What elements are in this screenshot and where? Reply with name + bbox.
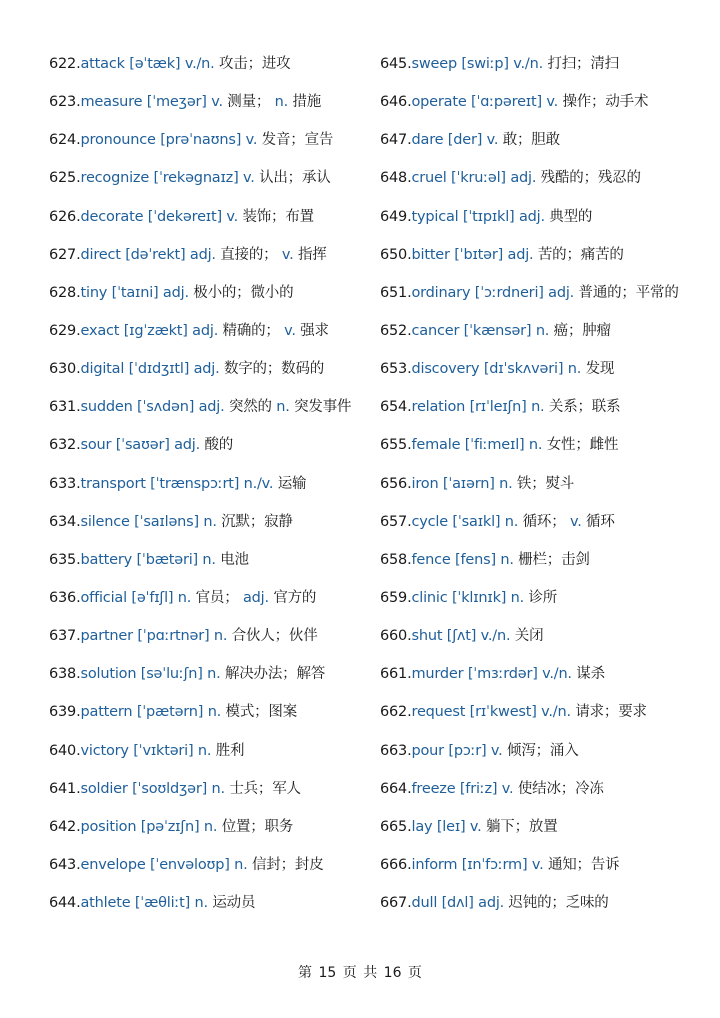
vocab-entry (49, 693, 369, 731)
entry-number: 663. (380, 742, 412, 759)
entry-word: envelope (80, 856, 146, 873)
entry-phonetic: [ˈsaɪkl] (452, 513, 501, 530)
entry-number: 666. (380, 856, 412, 873)
entry-number: 658. (380, 551, 412, 568)
entry-word: bitter (411, 246, 450, 263)
entry-meaning: 突然的 (228, 399, 272, 416)
vocab-entry (380, 617, 710, 655)
entry-word: transport (80, 475, 146, 492)
entry-word: battery (80, 551, 133, 568)
entry-phonetic: [ˈkruːəl] (451, 170, 506, 187)
entry-word: pattern (80, 704, 133, 721)
entry-meaning: 循环； (522, 513, 566, 530)
entry-word: direct (80, 246, 121, 263)
entry-phonetic: [ˈsaɪləns] (134, 513, 199, 530)
entry-number: 642. (49, 818, 81, 835)
entry-part-of-speech: v./n. (184, 56, 215, 72)
entry-meaning: 酸的 (204, 437, 234, 454)
entry-word: inform (411, 856, 458, 873)
entry-word: athlete (80, 895, 131, 912)
entry-meaning-2: 官方的 (273, 589, 317, 606)
vocab-entry (49, 770, 369, 808)
entry-meaning: 躺下；放置 (486, 818, 558, 835)
entry-word: silence (80, 513, 130, 530)
entry-phonetic: [dəˈrekt] (125, 246, 186, 263)
entry-phonetic: [der] (447, 132, 483, 149)
entry-number: 629. (49, 322, 81, 339)
entry-number: 664. (380, 780, 412, 797)
entry-meaning: 位置；职务 (221, 818, 294, 835)
vocab-entry (49, 350, 369, 388)
entry-meaning: 残酷的；残忍的 (540, 170, 641, 187)
entry-word: shut (411, 628, 443, 645)
vocab-entry (380, 274, 710, 312)
vocab-entry (380, 236, 710, 274)
entry-word: freeze (411, 780, 456, 797)
entry-meaning: 铁；熨斗 (516, 475, 575, 492)
entry-phonetic: [ˈmeʒər] (146, 94, 207, 111)
vocab-entry (49, 236, 369, 274)
entry-word: murder (411, 666, 464, 683)
entry-word: dare (411, 132, 444, 149)
entry-phonetic: [ˈɔːrdneri] (474, 284, 544, 301)
entry-word: ordinary (411, 284, 471, 301)
entry-word: operate (411, 94, 467, 111)
entry-meaning: 女性；雌性 (546, 437, 619, 454)
vocab-entry (380, 312, 710, 350)
entry-number: 656. (380, 475, 412, 492)
entry-number: 635. (49, 551, 81, 568)
entry-word: cancer (411, 322, 460, 339)
entry-phonetic: [dɪˈskʌvəri] (483, 361, 564, 378)
entry-meaning: 官员； (195, 589, 239, 606)
entry-number: 640. (49, 742, 81, 759)
entry-part-of-speech: n. (528, 437, 543, 454)
entry-number: 665. (380, 818, 412, 835)
entry-meaning: 典型的 (549, 208, 593, 225)
entry-number: 627. (49, 246, 81, 263)
entry-meaning: 认出；承认 (259, 170, 331, 187)
entry-number: 649. (380, 208, 412, 225)
vocab-entry (380, 465, 710, 503)
entry-phonetic: [ɪgˈzækt] (123, 322, 188, 339)
vocab-entry (49, 808, 369, 846)
entry-part-of-speech: adj. (174, 437, 201, 454)
entry-word: recognize (80, 170, 150, 187)
entry-phonetic: [pəˈzɪʃn] (140, 818, 200, 835)
entry-meaning: 沉默；寂静 (221, 513, 293, 530)
entry-phonetic: [ˈtaɪni] (111, 284, 159, 301)
entry-number: 655. (380, 437, 412, 454)
entry-number: 646. (380, 94, 412, 111)
entry-part-of-speech: v. (226, 208, 239, 225)
vocab-entry (49, 465, 369, 503)
vocab-entry (49, 426, 369, 464)
entry-part-of-speech: v./n. (513, 56, 544, 72)
entry-word: partner (80, 628, 133, 645)
vocab-entry (380, 541, 710, 579)
entry-meaning: 测量； (227, 94, 271, 111)
entry-part-of-speech: n. (567, 361, 582, 378)
vocab-entry (380, 579, 710, 617)
entry-part-of-speech-2: n. (276, 399, 290, 416)
entry-part-of-speech: adj. (478, 895, 505, 912)
entry-part-of-speech: n. (177, 589, 192, 606)
entry-part-of-speech: v. (490, 742, 503, 759)
vocab-entry (380, 198, 710, 236)
entry-part-of-speech: adj. (518, 208, 545, 225)
entry-part-of-speech: v. (546, 94, 559, 111)
entry-meaning-2: 指挥 (297, 246, 327, 263)
entry-word: female (411, 437, 461, 454)
entry-number: 652. (380, 322, 412, 339)
entry-word: attack (80, 56, 125, 72)
entry-word: lay (411, 818, 433, 835)
vocab-entry (49, 45, 369, 83)
entry-meaning: 关系；联系 (548, 399, 621, 416)
entry-phonetic: [dʌl] (441, 895, 474, 912)
entry-meaning: 使结冰；冷冻 (517, 780, 604, 797)
entry-word: victory (80, 742, 129, 759)
entry-part-of-speech: n. (197, 742, 212, 759)
entry-number: 661. (380, 666, 412, 683)
entry-number: 647. (380, 132, 412, 149)
vocab-entry (49, 198, 369, 236)
entry-phonetic: [rɪˈleɪʃn] (469, 399, 527, 416)
entry-meaning: 运输 (277, 475, 307, 492)
entry-phonetic: [ˈpɑːrtnər] (137, 628, 210, 645)
entry-number: 651. (380, 284, 412, 301)
entry-phonetic: [əˈfɪʃl] (131, 589, 174, 606)
vocab-entry (49, 541, 369, 579)
entry-phonetic: [ˈbɪtər] (454, 246, 504, 263)
vocab-entry (49, 83, 369, 121)
entry-number: 638. (49, 666, 81, 683)
entry-number: 630. (49, 361, 81, 378)
entry-part-of-speech: n. (211, 780, 225, 797)
entry-word: digital (80, 361, 125, 378)
entry-phonetic: [ˈæθliːt] (134, 895, 191, 912)
entry-meaning: 谋杀 (576, 666, 605, 683)
entry-number: 637. (49, 628, 81, 645)
entry-number: 667. (380, 895, 412, 912)
right-column (380, 45, 710, 922)
entry-part-of-speech-2: n. (274, 94, 289, 111)
vocab-entry (380, 503, 710, 541)
entry-phonetic: [rɪˈkwest] (469, 704, 537, 721)
entry-part-of-speech: adj. (198, 399, 225, 416)
entry-word: discovery (411, 361, 480, 378)
entry-word: relation (411, 399, 466, 416)
entry-meaning-2: 循环 (586, 513, 615, 530)
entry-meaning: 关闭 (514, 628, 544, 645)
entry-phonetic: [swiːp] (461, 56, 509, 72)
entry-part-of-speech: n./v. (243, 475, 274, 492)
entry-part-of-speech: n. (234, 856, 248, 873)
entry-number: 653. (380, 361, 412, 378)
entry-part-of-speech: v./n. (542, 666, 572, 683)
entry-number: 636. (49, 589, 81, 606)
entry-meaning: 攻击；进攻 (218, 56, 291, 72)
entry-part-of-speech: n. (203, 818, 218, 835)
vocab-entry (380, 770, 710, 808)
entry-part-of-speech: n. (504, 513, 519, 530)
vocab-entry (380, 808, 710, 846)
entry-meaning: 请求；要求 (575, 704, 647, 721)
entry-number: 645. (380, 56, 412, 72)
vocab-entry (380, 426, 710, 464)
entry-part-of-speech: v. (501, 780, 514, 797)
vocab-entry (49, 846, 369, 884)
entry-meaning: 精确的； (222, 322, 280, 339)
entry-part-of-speech: n. (499, 475, 513, 492)
entry-meaning: 诊所 (528, 589, 558, 606)
entry-part-of-speech: v. (531, 856, 544, 873)
entry-phonetic: [ˈtɪpɪkl] (462, 208, 515, 225)
entry-number: 643. (49, 856, 81, 873)
entry-phonetic: [ˈaɪərn] (442, 475, 495, 492)
entry-part-of-speech: v. (211, 94, 223, 111)
entry-meaning-2: 措施 (292, 94, 322, 111)
entry-number: 644. (49, 895, 81, 912)
entry-phonetic: [prəˈnaʊns] (160, 132, 242, 149)
left-column (49, 45, 369, 922)
entry-part-of-speech: v. (242, 170, 255, 187)
entry-word: sour (80, 437, 112, 454)
entry-meaning: 倾泻；涌入 (507, 742, 579, 759)
entry-phonetic: [leɪ] (436, 818, 466, 835)
entry-number: 650. (380, 246, 412, 263)
entry-word: tiny (80, 284, 108, 301)
entry-meaning: 信封；封皮 (252, 856, 324, 873)
entry-part-of-speech: n. (203, 513, 217, 530)
entry-phonetic: [ɪnˈfɔːrm] (461, 856, 528, 873)
entry-meaning: 通知；告诉 (547, 856, 620, 873)
entry-phonetic: [ˈkænsər] (463, 322, 532, 339)
entry-meaning: 数字的；数码的 (223, 361, 325, 378)
entry-part-of-speech: adj. (507, 246, 534, 263)
entry-phonetic: [ˈsʌdən] (137, 399, 195, 416)
entry-phonetic: [ˈdekəreɪt] (147, 208, 222, 225)
vocab-entry (380, 83, 710, 121)
entry-number: 628. (49, 284, 81, 301)
entry-phonetic: [ˈvɪktəri] (133, 742, 194, 759)
entry-part-of-speech: n. (213, 628, 228, 645)
entry-part-of-speech: n. (535, 322, 550, 339)
entry-part-of-speech: adj. (189, 246, 216, 263)
entry-number: 654. (380, 399, 412, 416)
entry-part-of-speech: n. (194, 895, 208, 912)
vocab-entry (380, 45, 710, 83)
entry-part-of-speech: adj. (192, 322, 219, 339)
entry-number: 648. (380, 170, 412, 187)
entry-word: clinic (411, 589, 448, 606)
entry-meaning: 电池 (220, 551, 249, 568)
entry-meaning: 发音；宣告 (261, 132, 334, 149)
entry-phonetic: [ˈɑːpəreɪt] (470, 94, 542, 111)
entry-meaning-2: 强求 (300, 322, 329, 339)
entry-meaning: 直接的； (220, 246, 278, 263)
vocab-entry (380, 121, 710, 159)
vocab-entry (49, 503, 369, 541)
entry-word: sweep (411, 56, 457, 72)
entry-meaning: 解决办法；解答 (224, 666, 326, 683)
entry-phonetic: [səˈluːʃn] (140, 666, 203, 683)
entry-part-of-speech-2: adj. (242, 589, 269, 606)
entry-phonetic: [ˈfiːmeɪl] (464, 437, 525, 454)
entry-word: measure (80, 94, 143, 111)
entry-meaning: 胜利 (215, 742, 245, 759)
vocab-entry (380, 846, 710, 884)
entry-word: soldier (80, 780, 128, 797)
entry-phonetic: [ˈrekəgnaɪz] (153, 170, 239, 187)
entry-part-of-speech: adj. (510, 170, 537, 187)
entry-word: cruel (411, 170, 447, 187)
entry-word: exact (80, 322, 120, 339)
entry-word: official (80, 589, 127, 606)
vocab-entry (49, 617, 369, 655)
entry-meaning-2: 突发事件 (294, 399, 352, 416)
entry-part-of-speech: v./n. (541, 704, 571, 721)
entry-part-of-speech: n. (202, 551, 216, 568)
entry-meaning: 敢；胆敢 (502, 132, 560, 149)
vocab-entry (49, 884, 369, 922)
entry-meaning: 栅栏；击剑 (518, 551, 590, 568)
entry-phonetic: [ˈenvəloʊp] (149, 856, 230, 873)
entry-number: 624. (49, 132, 81, 149)
entry-phonetic: [pɔːr] (448, 742, 487, 759)
vocab-entry (49, 159, 369, 197)
entry-meaning: 极小的；微小的 (193, 284, 294, 301)
entry-part-of-speech: v. (245, 132, 258, 149)
entry-number: 662. (380, 704, 412, 721)
entry-part-of-speech: adj. (193, 361, 220, 378)
entry-word: dull (411, 895, 438, 912)
entry-part-of-speech-2: v. (284, 322, 296, 339)
vocab-entry (380, 693, 710, 731)
entry-part-of-speech: v. (469, 818, 482, 835)
entry-meaning: 苦的；痛苦的 (537, 246, 624, 263)
vocab-entry (49, 388, 369, 426)
entry-number: 660. (380, 628, 412, 645)
entry-part-of-speech: n. (207, 666, 221, 683)
entry-part-of-speech: adj. (162, 284, 189, 301)
entry-meaning: 发现 (585, 361, 615, 378)
entry-meaning: 操作；动手术 (562, 94, 649, 111)
entry-phonetic: [ˈsaʊər] (115, 437, 170, 454)
entry-number: 641. (49, 780, 81, 797)
vocab-entry (49, 655, 369, 693)
entry-part-of-speech-2: v. (569, 513, 582, 530)
entry-phonetic: [ˈmɜːrdər] (467, 666, 538, 683)
entry-number: 626. (49, 208, 81, 225)
vocab-entry (49, 579, 369, 617)
entry-word: pronounce (80, 132, 156, 149)
entry-word: position (80, 818, 137, 835)
entry-number: 623. (49, 94, 81, 111)
entry-meaning: 运动员 (212, 895, 256, 912)
entry-meaning: 模式；图案 (225, 704, 298, 721)
entry-meaning: 士兵；军人 (229, 780, 301, 797)
vocab-entry (380, 350, 710, 388)
entry-number: 657. (380, 513, 412, 530)
entry-word: pour (411, 742, 444, 759)
entry-part-of-speech: v. (486, 132, 499, 149)
vocab-entry (49, 121, 369, 159)
entry-word: request (411, 704, 466, 721)
entry-meaning: 普通的；平常的 (578, 284, 679, 301)
entry-part-of-speech-2: v. (281, 246, 294, 263)
vocab-entry (380, 159, 710, 197)
entry-meaning: 迟钝的；乏味的 (508, 895, 609, 912)
entry-phonetic: [friːz] (459, 780, 498, 797)
entry-part-of-speech: n. (500, 551, 514, 568)
vocab-entry (49, 312, 369, 350)
vocab-entry (380, 655, 710, 693)
entry-number: 631. (49, 399, 81, 416)
entry-phonetic: [əˈtæk] (129, 56, 181, 72)
entry-meaning: 打扫；清扫 (547, 56, 619, 72)
entry-part-of-speech: n. (207, 704, 222, 721)
entry-word: decorate (80, 208, 144, 225)
entry-number: 622. (49, 56, 81, 72)
entry-part-of-speech: adj. (548, 284, 575, 301)
entry-phonetic: [ˈpætərn] (136, 704, 204, 721)
entry-meaning: 癌；肿瘤 (553, 322, 611, 339)
entry-phonetic: [ˈtrænspɔːrt] (150, 475, 240, 492)
page-footer: 第 15 页 共 16 页 (298, 965, 422, 981)
entry-word: iron (411, 475, 439, 492)
entry-word: solution (80, 666, 137, 683)
entry-number: 632. (49, 437, 81, 454)
entry-phonetic: [ˈsoʊldʒər] (132, 780, 208, 797)
entry-part-of-speech: n. (510, 589, 525, 606)
vocab-entry (380, 388, 710, 426)
entry-number: 659. (380, 589, 412, 606)
vocab-entry (380, 884, 710, 922)
entry-phonetic: [ʃʌt] (446, 628, 477, 645)
entry-phonetic: [ˈdɪdʒɪtl] (128, 361, 190, 378)
vocab-entry (49, 274, 369, 312)
entry-phonetic: [ˈbætəri] (136, 551, 198, 568)
entry-word: fence (411, 551, 451, 568)
entry-number: 625. (49, 170, 81, 187)
entry-number: 634. (49, 513, 81, 530)
vocab-entry (380, 732, 710, 770)
entry-phonetic: [fens] (455, 551, 496, 568)
entry-word: typical (411, 208, 459, 225)
vocab-entry (49, 732, 369, 770)
entry-number: 633. (49, 475, 81, 492)
entry-meaning: 装饰；布置 (242, 208, 314, 225)
entry-part-of-speech: n. (531, 399, 545, 416)
entry-number: 639. (49, 704, 81, 721)
entry-word: cycle (411, 513, 448, 530)
entry-part-of-speech: v./n. (480, 628, 511, 645)
entry-meaning: 合伙人；伙伴 (231, 628, 318, 645)
entry-phonetic: [ˈklɪnɪk] (451, 589, 507, 606)
entry-word: sudden (80, 399, 133, 416)
